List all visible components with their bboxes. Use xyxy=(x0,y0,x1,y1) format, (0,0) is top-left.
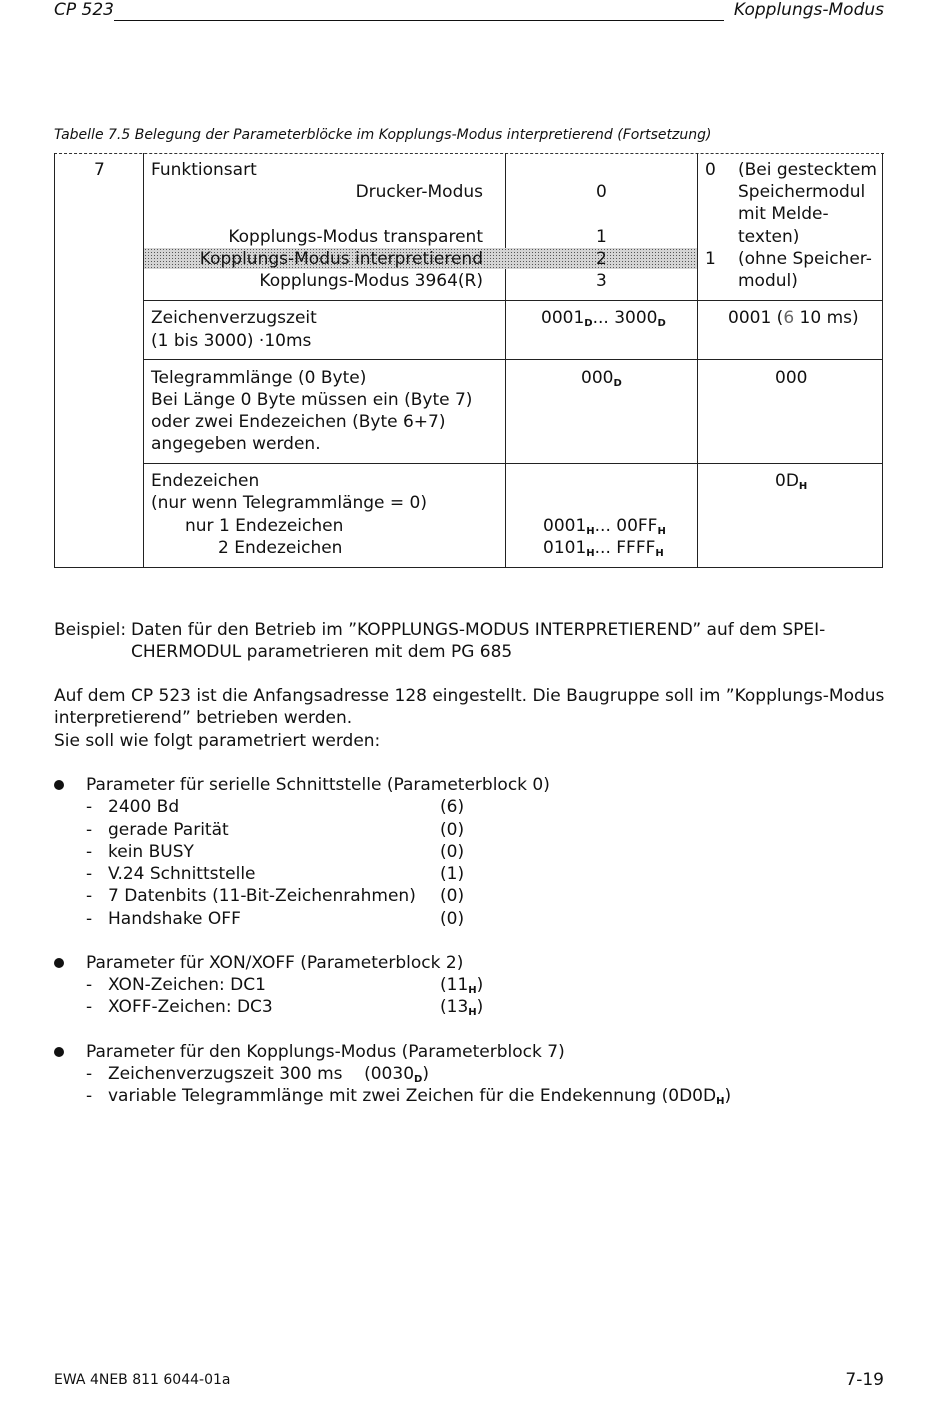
dash: - xyxy=(86,975,93,995)
example-line-2: CHERMODUL parametrieren mit dem PG 685 xyxy=(131,642,513,662)
bullet1-item6-value: (0) xyxy=(440,909,465,929)
bullet3-item2: variable Telegrammlänge mit zwei Zeichen für die Endekennung $(0D0D_H)$ xyxy=(108,1086,732,1107)
row-divider-1 xyxy=(143,300,883,301)
bullet-icon xyxy=(54,780,64,790)
default-b-text-2: modul) xyxy=(738,271,798,291)
row-divider-2 xyxy=(143,359,883,360)
bullet3-title: Parameter für den Kopplungs-Modus (Parameterblock 7) xyxy=(86,1042,565,1062)
header-left: CP 523 xyxy=(54,0,114,20)
default-a-text-2: Speichermodul xyxy=(738,182,866,202)
bullet1-item4-value: (1) xyxy=(440,864,465,884)
default-a-num: 0 xyxy=(705,160,716,180)
example-line-1: Daten für den Betrieb im ”KOPPLUNGS-MODUS INTERPRETIEREND” auf dem SPEI- xyxy=(131,620,826,640)
bullet1-item2-label: gerade Parität xyxy=(108,820,229,840)
dash: - xyxy=(86,842,93,862)
intro-line-2: interpretierend” betrieben werden. xyxy=(54,708,353,728)
row4-default: $0D_H$ xyxy=(775,471,808,492)
bullet1-item5-value: (0) xyxy=(440,886,465,906)
row3-desc-4: angegeben werden. xyxy=(151,434,321,454)
default-a-text-3: mit Melde- xyxy=(738,204,829,224)
row4-range-2: $0101_H$... $FFFF_H$ xyxy=(543,538,664,559)
footer-doc-number: EWA 4NEB 811 6044-01a xyxy=(54,1372,231,1388)
row3-default: 000 xyxy=(775,368,808,388)
table-border-right xyxy=(882,153,883,567)
table-top-dashed xyxy=(54,153,884,154)
value-3: 3 xyxy=(596,271,607,291)
bullet1-item6-label: Handshake OFF xyxy=(108,909,241,929)
table-border-left xyxy=(54,153,55,567)
value-0: 0 xyxy=(596,182,607,202)
dash: - xyxy=(86,797,93,817)
row4-desc-3: nur 1 Endezeichen xyxy=(185,516,344,536)
default-b-num: 1 xyxy=(705,249,716,269)
row3-desc-2: Bei Länge 0 Byte müssen ein (Byte 7) xyxy=(151,390,473,410)
bullet1-item2-value: (0) xyxy=(440,820,465,840)
mode-transparent: Kopplungs-Modus transparent xyxy=(228,227,483,247)
intro-line-3: Sie soll wie folgt parametriert werden: xyxy=(54,731,381,751)
row2-default: 0001 (6 10 ms) xyxy=(728,308,859,328)
table-caption: Tabelle 7.5 Belegung der Parameterblöcke im Kopplungs-Modus interpretierend (Fortsetzung) xyxy=(54,127,712,143)
bullet3-item1: Zeichenverzugszeit 300 ms $(0030_D)$ xyxy=(108,1064,429,1085)
example-label: Beispiel: xyxy=(54,620,127,640)
row2-desc-2: (1 bis 3000) ·10ms xyxy=(151,331,312,351)
mode-drucker: Drucker-Modus xyxy=(355,182,483,202)
row3-desc-1: Telegrammlänge (0 Byte) xyxy=(151,368,367,388)
col-divider-3 xyxy=(697,153,698,567)
bullet1-item3-value: (0) xyxy=(440,842,465,862)
bullet1-item4-label: V.24 Schnittstelle xyxy=(108,864,256,884)
row4-desc-1: Endezeichen xyxy=(151,471,260,491)
row1-title: Funktionsart xyxy=(151,160,257,180)
row4-desc-2: (nur wenn Telegrammlänge = 0) xyxy=(151,493,428,513)
dash: - xyxy=(86,1064,93,1084)
bullet2-title: Parameter für XON/XOFF (Parameterblock 2) xyxy=(86,953,464,973)
bullet1-title: Parameter für serielle Schnittstelle (Parameterblock 0) xyxy=(86,775,550,795)
bullet1-item1-label: 2400 Bd xyxy=(108,797,180,817)
table-bottom xyxy=(54,567,883,568)
dash: - xyxy=(86,909,93,929)
mode-interpretierend: Kopplungs-Modus interpretierend xyxy=(199,249,483,269)
dash: - xyxy=(86,1086,93,1106)
row4-desc-4: 2 Endezeichen xyxy=(218,538,343,558)
default-b-text-1: (ohne Speicher- xyxy=(738,249,872,269)
col-divider-1 xyxy=(143,153,144,567)
bullet1-item3-label: kein BUSY xyxy=(108,842,194,862)
col-divider-2 xyxy=(505,153,506,567)
row2-range: $0001_D$... $3000_D$ xyxy=(541,308,666,329)
row-divider-3 xyxy=(143,463,883,464)
bullet1-item1-value: (6) xyxy=(440,797,465,817)
bullet2-item1-value: $(11_H)$ xyxy=(440,975,484,996)
row3-range: $000_D$ xyxy=(581,368,622,389)
bullet2-item2-value: $(13_H)$ xyxy=(440,997,484,1018)
dash: - xyxy=(86,864,93,884)
bullet2-item2-label: XOFF-Zeichen: DC3 xyxy=(108,997,273,1017)
value-1: 1 xyxy=(596,227,607,247)
block-number: 7 xyxy=(94,160,105,180)
bullet2-item1-label: XON-Zeichen: DC1 xyxy=(108,975,266,995)
header-right: Kopplungs-Modus xyxy=(733,0,884,20)
row2-desc-1: Zeichenverzugszeit xyxy=(151,308,317,328)
row4-range-1: $0001_H$... $00FF_H$ xyxy=(543,516,666,537)
default-a-text-4: texten) xyxy=(738,227,800,247)
footer-page-number: 7-19 xyxy=(845,1370,884,1390)
intro-line-1: Auf dem CP 523 ist die Anfangsadresse 128 eingestellt. Die Baugruppe soll im ”Kopplungs-Modus xyxy=(54,686,885,706)
header-rule xyxy=(114,20,724,21)
dash: - xyxy=(86,997,93,1017)
bullet-icon xyxy=(54,1047,64,1057)
mode-3964r: Kopplungs-Modus 3964(R) xyxy=(259,271,483,291)
bullet-icon xyxy=(54,958,64,968)
row3-desc-3: oder zwei Endezeichen (Byte 6+7) xyxy=(151,412,446,432)
bullet1-item5-label: 7 Datenbits (11-Bit-Zeichenrahmen) xyxy=(108,886,416,906)
default-a-text-1: (Bei gestecktem xyxy=(738,160,877,180)
value-2: 2 xyxy=(596,249,607,269)
dash: - xyxy=(86,820,93,840)
dash: - xyxy=(86,886,93,906)
